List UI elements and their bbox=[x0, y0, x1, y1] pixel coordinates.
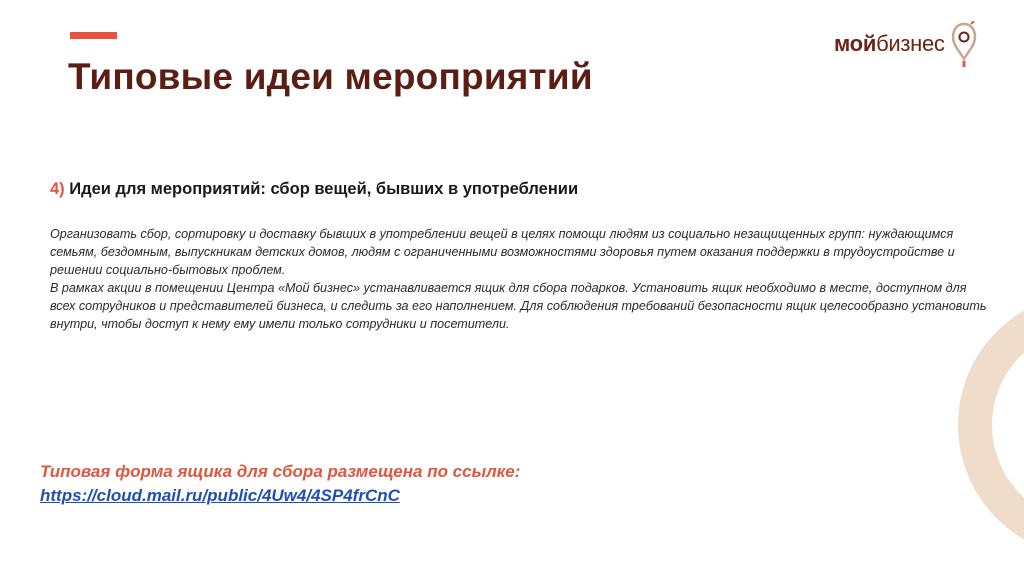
section-heading bbox=[50, 180, 578, 199]
accent-bar bbox=[70, 32, 117, 39]
logo-text: мойбизнес bbox=[834, 31, 945, 56]
cloud-link[interactable]: https://cloud.mail.ru/public/4Uw4/4SP4frCnC bbox=[40, 486, 400, 505]
brand-logo bbox=[834, 20, 977, 68]
paragraph-purpose: Организовать сбор, сортировку и доставку бывших в употреблении вещей в целях помощи людям из социально незащищенных групп: нуждающимся семьям, бездомным, выпускникам детских домов, людям с ограниченными возможностями здоровья путем оказания поддержки в трудоустройстве и решении социально-бытовых проблем. bbox=[50, 227, 955, 277]
page-title: Типовые идеи мероприятий bbox=[68, 56, 593, 97]
paragraph-details: В рамках акции в помещении Центра «Мой бизнес» устанавливается ящик для сбора подарков. Установить ящик необходимо в месте, доступном для всех сотрудников и представителей бизнеса, и следить за его наполнением. Для соблюдения требований безопасности ящик целесообразно установить внутри, чтобы доступ к нему ему имели только сотрудники и посетители. bbox=[50, 281, 987, 331]
section-heading-text: Идеи для мероприятий: сбор вещей, бывших в употреблении bbox=[69, 180, 579, 198]
rocket-pin-icon bbox=[951, 21, 977, 67]
section-number: 4) bbox=[50, 180, 65, 198]
body-text bbox=[50, 225, 990, 333]
link-heading: Типовая форма ящика для сбора размещена по ссылке: bbox=[40, 462, 521, 481]
